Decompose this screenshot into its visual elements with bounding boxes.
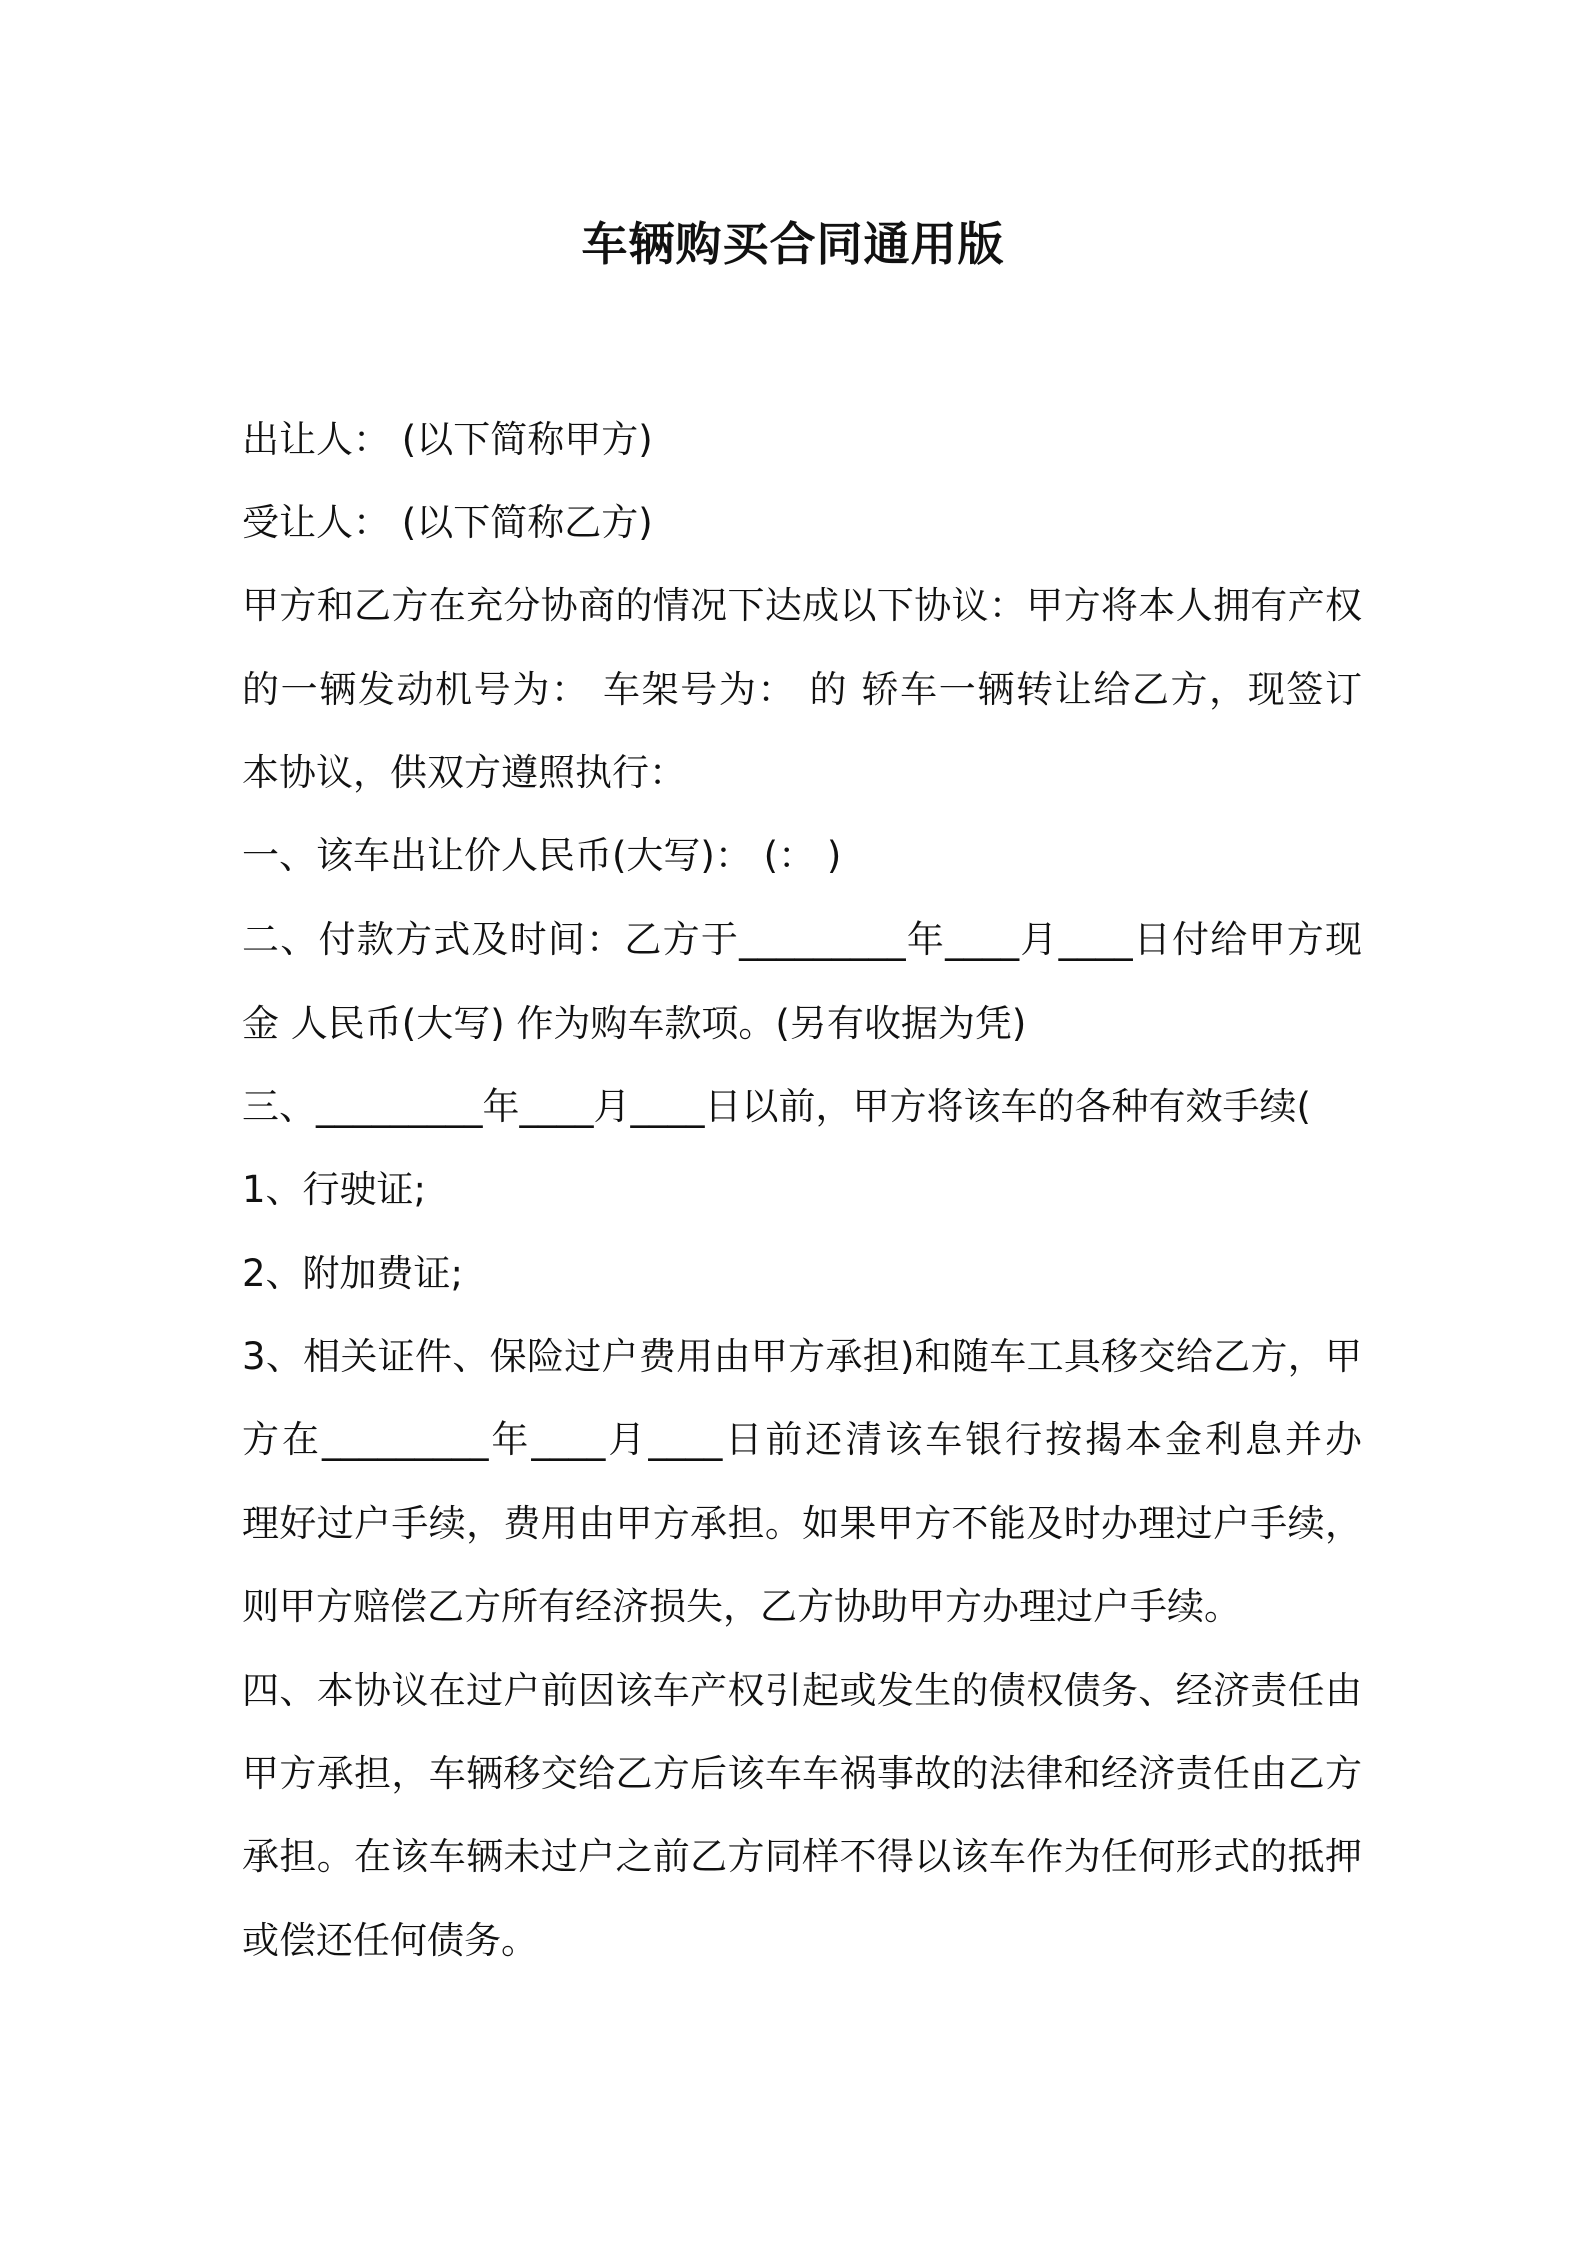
text-line: 甲方和乙方在充分协商的情况下达成以下协议：甲方将本人拥有产权 (242, 584, 1362, 627)
text-line: 2、附加费证; (242, 1252, 464, 1295)
text-line: 甲方承担，车辆移交给乙方后该车车祸事故的法律和经济责任由乙方 (242, 1752, 1362, 1795)
text-line: 则甲方赔偿乙方所有经济损失，乙方协助甲方办理过户手续。 (242, 1585, 1241, 1628)
text-line: 三、_________年____月____日以前，甲方将该车的各种有效手续( (242, 1085, 1311, 1128)
text-line: 本协议，供双方遵照执行： (242, 751, 686, 794)
text-line: 一、该车出让价人民币(大写)： (： ) (242, 834, 842, 877)
text-line: 1、行驶证; (242, 1168, 427, 1211)
text-line: 二、付款方式及时间：乙方于_________年____月____日付给甲方现 (242, 918, 1362, 961)
text-line: 受让人： (以下简称乙方) (242, 501, 653, 544)
text-line: 理好过户手续，费用由甲方承担。如果甲方不能及时办理过户手续， (242, 1502, 1362, 1545)
text-line: 方在_________年____月____日前还清该车银行按揭本金利息并办 (242, 1418, 1362, 1461)
text-line: 或偿还任何债务。 (242, 1919, 538, 1962)
text-line: 四、本协议在过户前因该车产权引起或发生的债权债务、经济责任由 (242, 1669, 1362, 1712)
text-line: 出让人： (以下简称甲方) (242, 418, 653, 461)
text-line: 的一辆发动机号为： 车架号为： 的 轿车一辆转让给乙方，现签订 (242, 668, 1362, 711)
document-title: 车辆购买合同通用版 (581, 217, 1005, 271)
text-line: 承担。在该车辆未过户之前乙方同样不得以该车作为任何形式的抵押 (242, 1835, 1362, 1878)
text-line: 金 人民币(大写) 作为购车款项。(另有收据为凭) (242, 1002, 1027, 1045)
text-line: 3、相关证件、保险过户费用由甲方承担)和随车工具移交给乙方，甲 (242, 1335, 1362, 1378)
